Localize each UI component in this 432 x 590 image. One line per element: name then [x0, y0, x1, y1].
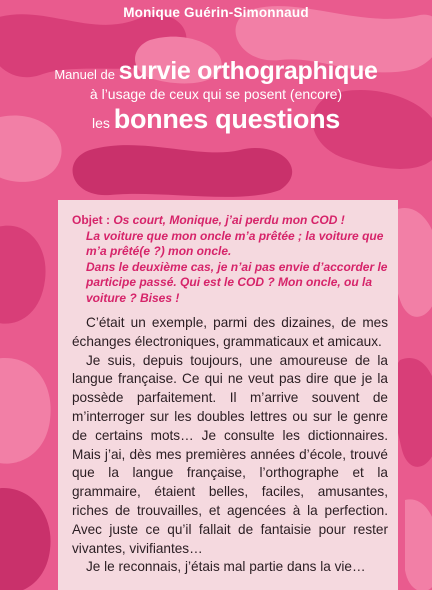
- subtitle-main: bonnes questions: [113, 103, 340, 134]
- title-prefix: Manuel de: [54, 67, 116, 82]
- title-line-2: à l’usage de ceux qui se posent (encore): [89, 86, 343, 103]
- title-line-3: [0, 105, 432, 133]
- objet-label: Objet :: [72, 213, 110, 227]
- objet-first-line: Os court, Monique, j’ai perdu mon COD !: [113, 213, 345, 227]
- paragraph: Je suis, depuis toujours, une amoureuse de la langue française. Ce qui ne veut pas dire que je la possède parfaitement. Il m’arrive souvent de m’interroger sur les doubles lettres ou sur le genre de certains mots… Je consulte les dictionnaires. Mais j’ai, dès mes premières années d’école, trouvé que la langue française, l’orthographe et la grammaire, étaient belles, faciles, amusantes, riches de trouvailles, et agencées à la perfection. Avec juste ce qu’il fallait de fantaisie pour rester vivantes, vivifiantes…: [72, 352, 388, 556]
- email-quote: [72, 213, 388, 306]
- excerpt-panel: [58, 200, 398, 590]
- objet-line: Dans le deuxième cas, je n’ai pas envie d’accorder le participe passé. Qui est le COD ? Mon oncle, ou la voiture ? Bises !: [86, 259, 388, 305]
- subtitle-prefix: les: [91, 114, 110, 131]
- author-name: Monique Guérin-Simonnaud: [123, 5, 309, 20]
- title-main: survie orthographique: [118, 57, 378, 85]
- book-title: [0, 58, 432, 133]
- title-line-1: [0, 58, 432, 84]
- paragraph: Je le reconnais, j’étais mal partie dans la vie…: [86, 559, 366, 575]
- paragraph: C’était un exemple, parmi des dizaines, de mes échanges électroniques, grammaticaux et amicaux.: [72, 315, 388, 349]
- excerpt-body: [72, 314, 388, 577]
- objet-line: La voiture que mon oncle m’a prêtée ; la voiture que m’a prêté(e ?) mon oncle.: [86, 228, 384, 258]
